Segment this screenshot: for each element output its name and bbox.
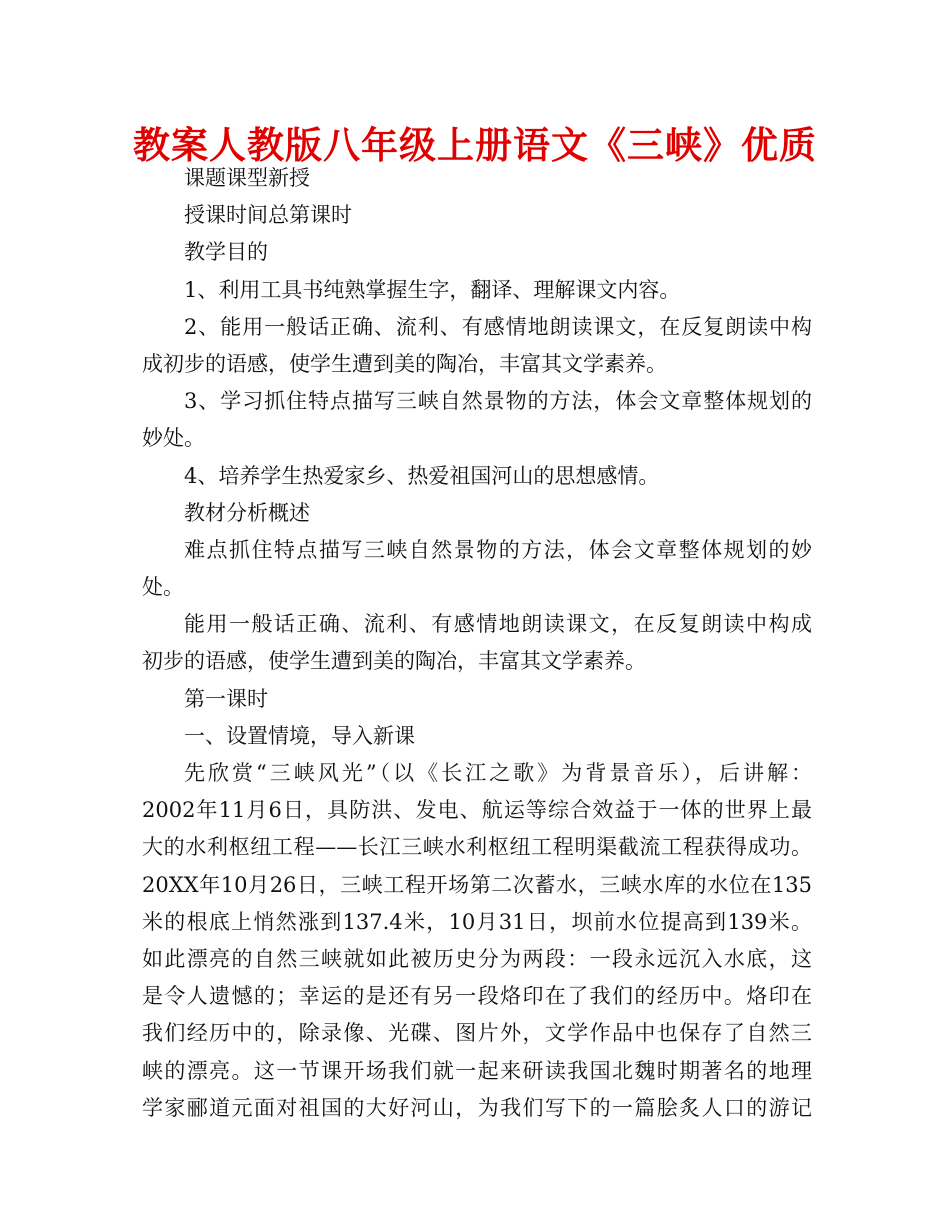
text-line: 1、利用工具书纯熟掌握生字，翻译、理解课文内容。 <box>184 277 681 302</box>
text-line: 4、培养学生热爱家乡、热爱祖国河山的思想感情。 <box>184 463 660 488</box>
text-line: 授课时间总第课时 <box>184 203 352 228</box>
text-line: 教材分析概述 <box>184 500 310 525</box>
text-line: 处。 <box>142 575 184 600</box>
text-line: 妙处。 <box>142 426 205 451</box>
text-line: 难点抓住特点描写三峡自然景物的方法，体会文章整体规划的妙 <box>184 537 812 562</box>
text-line: 课题课型新授 <box>184 166 310 190</box>
text-line: 学家郦道元面对祖国的大好河山，为我们写下的一篇脍炙人口的游记 <box>142 1095 812 1120</box>
text-line: 2002年11月6日，具防洪、发电、航运等综合效益于一体的世界上最 <box>142 798 812 823</box>
text-line: 大的水利枢纽工程——长江三峡水利枢纽工程明渠截流工程获得成功。 <box>142 835 812 860</box>
text-line: 峡的漂亮。这一节课开场我们就一起来研读我国北魏时期著名的地理 <box>142 1058 812 1083</box>
document-body <box>142 160 812 1127</box>
text-line: 我们经历中的，除录像、光碟、图片外，文学作品中也保存了自然三 <box>142 1021 812 1046</box>
text-line: 初步的语感，使学生遭到美的陶冶，丰富其文学素养。 <box>142 649 646 674</box>
text-line: 3、学习抓住特点描写三峡自然景物的方法，体会文章整体规划的 <box>184 389 812 414</box>
text-line: 如此漂亮的自然三峡就如此被历史分为两段：一段永远沉入水底，这 <box>142 946 812 971</box>
document-title: 教案人教版八年级上册语文《三峡》优质 <box>133 124 817 167</box>
text-line: 第一课时 <box>184 686 268 711</box>
text-line: 成初步的语感，使学生遭到美的陶冶，丰富其文学素养。 <box>142 351 667 376</box>
text-line: 先欣赏“三峡风光”（以《长江之歌》为背景音乐），后讲解： <box>184 761 812 785</box>
text-line: 20XX年10月26日，三峡工程开场第二次蓄水，三峡水库的水位在135 <box>142 872 812 897</box>
text-line: 是令人遗憾的；幸运的是还有另一段烙印在了我们的经历中。烙印在 <box>142 984 812 1009</box>
text-line: 米的根底上悄然涨到137.4米，10月31日，坝前水位提高到139米。 <box>142 909 812 934</box>
text-line: 能用一般话正确、流利、有感情地朗读课文，在反复朗读中构成 <box>184 612 812 637</box>
text-line: 2、能用一般话正确、流利、有感情地朗读课文，在反复朗读中构 <box>184 314 812 339</box>
text-line: 一、设置情境，导入新课 <box>184 723 415 748</box>
text-line: 教学目的 <box>184 240 268 265</box>
